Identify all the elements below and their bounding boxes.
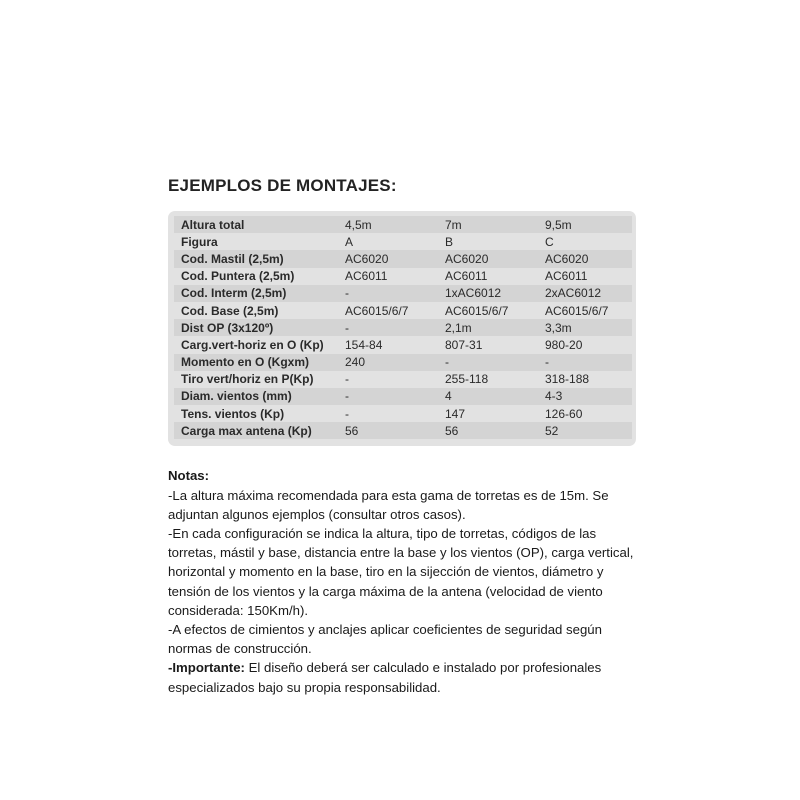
row-value: 1xAC6012 (445, 286, 502, 301)
row-value: 2,1m (445, 320, 472, 335)
row-label: Dist OP (3x120º) (181, 320, 274, 335)
row-value: AC6011 (445, 269, 488, 284)
row-value: 56 (345, 423, 359, 438)
table-row-cod-interm (174, 285, 632, 302)
row-label: Figura (181, 234, 218, 249)
spec-table (168, 211, 636, 446)
row-label: Tiro vert/horiz en P(Kp) (181, 372, 314, 387)
row-value: AC6011 (545, 269, 588, 284)
row-value: AC6011 (345, 269, 388, 284)
row-label: Diam. vientos (mm) (181, 389, 292, 404)
table-row-dist-op (174, 319, 632, 336)
row-label: Cod. Interm (2,5m) (181, 286, 287, 301)
note-paragraph: -A efectos de cimientos y anclajes aplicar coeficientes de seguridad según normas de construcción. (168, 622, 602, 657)
page-title: EJEMPLOS DE MONTAJES: (168, 176, 397, 195)
table-row-tiro (174, 371, 632, 388)
notes-section (168, 466, 636, 696)
row-value: AC6015/6/7 (445, 303, 509, 318)
important-text: El diseño deberá ser calculado e instalado por profesionales especializados bajo su propia responsabilidad. (168, 660, 602, 695)
note-paragraph-important (168, 658, 636, 696)
row-value: AC6020 (345, 251, 389, 266)
row-value: 2xAC6012 (545, 286, 602, 301)
table-row-altura-total (174, 216, 632, 233)
row-value: - (545, 355, 549, 370)
row-value: AC6020 (545, 251, 589, 266)
row-value: C (545, 234, 554, 249)
row-value: A (345, 234, 354, 249)
row-value: 56 (445, 423, 459, 438)
row-value: 4-3 (545, 389, 563, 404)
table-row-tens-vientos (174, 405, 632, 422)
row-value: - (345, 372, 349, 387)
table-row-cod-puntera (174, 268, 632, 285)
table-row-figura (174, 233, 632, 250)
note-paragraph: -La altura máxima recomendada para esta gama de torretas es de 15m. Se adjuntan algunos ejemplos (consultar otros casos). (168, 487, 609, 522)
table-row-cod-base (174, 302, 632, 319)
notes-heading: Notas: (168, 468, 210, 484)
row-value: 126-60 (545, 406, 583, 421)
row-value: 52 (545, 423, 559, 438)
table-row-diam-vientos (174, 388, 632, 405)
row-value: - (445, 355, 449, 370)
row-label: Cod. Puntera (2,5m) (181, 269, 295, 284)
row-value: AC6020 (445, 251, 489, 266)
row-value: - (345, 406, 349, 421)
table-row-cod-mastil (174, 250, 632, 267)
row-value: 318-188 (545, 372, 590, 387)
important-label: -Importante: (168, 660, 245, 676)
row-value: 9,5m (545, 217, 572, 232)
row-value: - (345, 389, 349, 404)
row-value: 7m (445, 217, 462, 232)
row-label: Momento en O (Kgxm) (181, 355, 309, 370)
row-label: Cod. Base (2,5m) (181, 303, 279, 318)
row-value: 4,5m (345, 217, 372, 232)
row-value: AC6015/6/7 (545, 303, 609, 318)
row-value: - (345, 286, 349, 301)
note-paragraph: -En cada configuración se indica la altura, tipo de torretas, códigos de las torretas, mástil y base, distancia entre la base y los vientos (OP), carga vertical, horizontal y momento en la base, tiro en la sijección de vientos, diámetro y tensión de los vientos y la carga máxima de la antena (velocidad de viento considerada: 150Km/h). (168, 526, 634, 618)
table-row-momento (174, 354, 632, 371)
row-value: 240 (345, 355, 366, 370)
row-label: Tens. vientos (Kp) (181, 406, 285, 421)
table-row-carga-vert-horiz (174, 336, 632, 353)
row-value: B (445, 234, 454, 249)
row-value: AC6015/6/7 (345, 303, 409, 318)
row-value: 4 (445, 389, 452, 404)
document-page (168, 176, 636, 697)
row-label: Altura total (181, 217, 245, 232)
row-value: 154-84 (345, 337, 383, 352)
row-value: 3,3m (545, 320, 572, 335)
row-value: 980-20 (545, 337, 583, 352)
row-label: Cod. Mastil (2,5m) (181, 251, 284, 266)
row-value: - (345, 320, 349, 335)
row-value: 807-31 (445, 337, 483, 352)
table-row-carga-max-antena (174, 422, 632, 439)
row-value: 147 (445, 406, 466, 421)
row-label: Carga max antena (Kp) (181, 423, 312, 438)
row-value: 255-118 (445, 372, 489, 387)
row-label: Carg.vert-horiz en O (Kp) (181, 337, 324, 352)
